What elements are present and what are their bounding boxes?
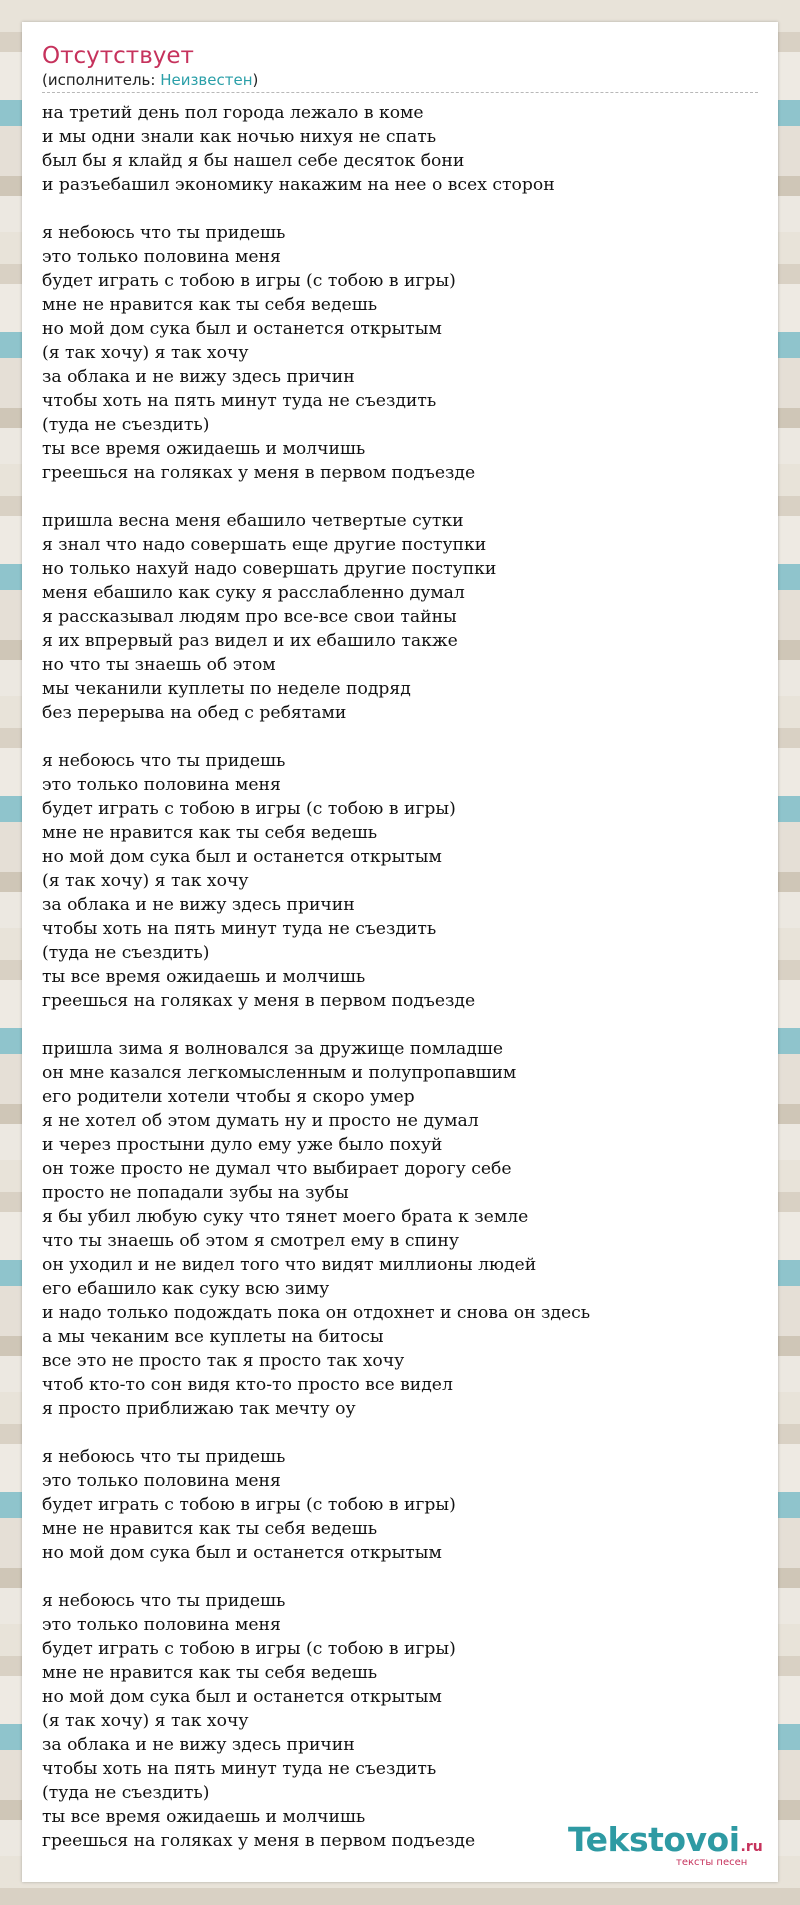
lyric-line: (я так хочу) я так хочу <box>42 871 249 891</box>
logo-name: Tekstovoi <box>568 1820 740 1859</box>
lyric-line: и разъебашил экономику накажим на нее о всех сторон <box>42 175 555 195</box>
lyric-line: я не хотел об этом думать ну и просто не думал <box>42 1111 479 1131</box>
lyric-line: я небоюсь что ты придешь <box>42 1591 286 1611</box>
lyric-line: пришла зима я волновался за дружище помладше <box>42 1039 503 1059</box>
lyric-line: я небоюсь что ты придешь <box>42 223 286 243</box>
byline-prefix: (исполнитель: <box>42 71 161 89</box>
lyric-line: ты все время ожидаешь и молчишь <box>42 1807 366 1827</box>
stanza-break <box>42 1013 772 1037</box>
lyric-line: мне не нравится как ты себя ведешь <box>42 1663 378 1683</box>
lyric-line: мне не нравится как ты себя ведешь <box>42 823 378 843</box>
stanza-break <box>42 725 772 749</box>
logo-tagline: тексты песен <box>676 1857 748 1868</box>
lyric-line: все это не просто так я просто так хочу <box>42 1351 405 1371</box>
lyric-line: за облака и не вижу здесь причин <box>42 895 355 915</box>
artist-link[interactable]: Неизвестен <box>160 71 253 89</box>
lyric-line: ты все время ожидаешь и молчишь <box>42 439 366 459</box>
lyric-line: но что ты знаешь об этом <box>42 655 276 675</box>
lyric-line: (туда не съездить) <box>42 415 210 435</box>
lyric-line: но мой дом сука был и останется открытым <box>42 1687 442 1707</box>
lyric-line: я бы убил любую суку что тянет моего брата к земле <box>42 1207 529 1227</box>
lyric-line: это только половина меня <box>42 775 281 795</box>
lyric-line: меня ебашило как суку я расслабленно думал <box>42 583 465 603</box>
lyric-line: а мы чеканим все куплеты на битосы <box>42 1327 384 1347</box>
song-header <box>42 42 758 93</box>
lyric-line: греешься на голяках у меня в первом подъезде <box>42 463 476 483</box>
lyric-line: ты все время ожидаешь и молчишь <box>42 967 366 987</box>
lyric-line: его ебашило как суку всю зиму <box>42 1279 330 1299</box>
lyric-line: мне не нравится как ты себя ведешь <box>42 295 378 315</box>
lyric-line: мне не нравится как ты себя ведешь <box>42 1519 378 1539</box>
stanza-break <box>42 485 772 509</box>
site-logo[interactable] <box>568 1822 768 1874</box>
lyric-line: без перерыва на обед с ребятами <box>42 703 347 723</box>
lyric-line: я рассказывал людям про все-все свои тайны <box>42 607 457 627</box>
lyric-line: за облака и не вижу здесь причин <box>42 367 355 387</box>
lyric-line: (я так хочу) я так хочу <box>42 343 249 363</box>
lyric-line: (я так хочу) я так хочу <box>42 1711 249 1731</box>
lyric-line: греешься на голяках у меня в первом подъезде <box>42 991 476 1011</box>
lyric-line: будет играть с тобою в игры (с тобою в игры) <box>42 799 456 819</box>
lyric-line: чтоб кто-то сон видя кто-то просто все видел <box>42 1375 453 1395</box>
lyric-line: (туда не съездить) <box>42 1783 210 1803</box>
lyric-line: он уходил и не видел того что видят миллионы людей <box>42 1255 537 1275</box>
lyric-line: и надо только подождать пока он отдохнет и снова он здесь <box>42 1303 591 1323</box>
lyric-line: он тоже просто не думал что выбирает дорогу себе <box>42 1159 512 1179</box>
lyric-line: это только половина меня <box>42 1471 281 1491</box>
lyric-line: я их впрервый раз видел и их ебашило также <box>42 631 458 651</box>
lyric-line: но мой дом сука был и останется открытым <box>42 847 442 867</box>
lyrics-card <box>22 22 778 1882</box>
lyric-line: чтобы хоть на пять минут туда не съездить <box>42 919 437 939</box>
lyric-line: (туда не съездить) <box>42 943 210 963</box>
lyric-line: пришла весна меня ебашило четвертые сутки <box>42 511 464 531</box>
lyric-line: и мы одни знали как ночью нихуя не спать <box>42 127 437 147</box>
lyric-line: но только нахуй надо совершать другие поступки <box>42 559 497 579</box>
lyric-line: будет играть с тобою в игры (с тобою в игры) <box>42 1639 456 1659</box>
lyric-line: но мой дом сука был и останется открытым <box>42 1543 442 1563</box>
lyric-line: что ты знаешь об этом я смотрел ему в спину <box>42 1231 459 1251</box>
lyric-line: это только половина меня <box>42 247 281 267</box>
lyric-line: я небоюсь что ты придешь <box>42 751 286 771</box>
stanza-break <box>42 1421 772 1445</box>
lyric-line: греешься на голяках у меня в первом подъезде <box>42 1831 476 1851</box>
lyric-line: я просто приближаю так мечту оу <box>42 1399 356 1419</box>
lyric-line: он мне казался легкомысленным и полупропавшим <box>42 1063 517 1083</box>
stanza-break <box>42 1565 772 1589</box>
lyric-line: я небоюсь что ты придешь <box>42 1447 286 1467</box>
lyrics-text <box>42 101 772 1853</box>
lyric-line: я знал что надо совершать еще другие поступки <box>42 535 487 555</box>
lyric-line: на третий день пол города лежало в коме <box>42 103 424 123</box>
artist-byline <box>42 70 758 90</box>
stanza-break <box>42 197 772 221</box>
lyric-line: чтобы хоть на пять минут туда не съездить <box>42 391 437 411</box>
lyric-line: мы чеканили куплеты по неделе подряд <box>42 679 411 699</box>
song-title: Отсутствует <box>42 43 194 69</box>
logo-domain: .ru <box>740 1839 763 1855</box>
lyric-line: его родители хотели чтобы я скоро умер <box>42 1087 415 1107</box>
lyric-line: но мой дом сука был и останется открытым <box>42 319 442 339</box>
lyric-line: будет играть с тобою в игры (с тобою в игры) <box>42 271 456 291</box>
byline-suffix: ) <box>252 71 259 89</box>
lyric-line: был бы я клайд я бы нашел себе десяток бони <box>42 151 465 171</box>
lyric-line: и через простыни дуло ему уже было похуй <box>42 1135 443 1155</box>
lyric-line: будет играть с тобою в игры (с тобою в игры) <box>42 1495 456 1515</box>
lyric-line: за облака и не вижу здесь причин <box>42 1735 355 1755</box>
lyric-line: просто не попадали зубы на зубы <box>42 1183 349 1203</box>
lyric-line: это только половина меня <box>42 1615 281 1635</box>
lyric-line: чтобы хоть на пять минут туда не съездить <box>42 1759 437 1779</box>
